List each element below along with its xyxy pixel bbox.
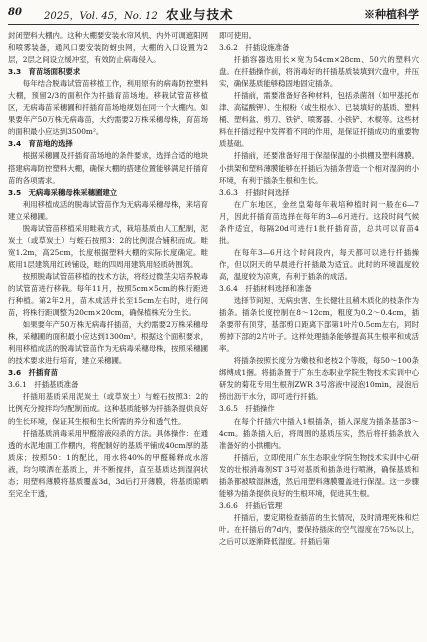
- volume-info: 2025，Vol. 45，No. 12: [44, 11, 158, 22]
- page-number: 80: [8, 7, 22, 18]
- subsection-heading: 3.6.1 扦插基质准备: [8, 380, 79, 390]
- paragraph: 如果要年产50万株无病毒扦插苗，大约需要2万株采穗母株，采穗圃的面积最小应达到1300m²。根据这个面积要求，利用移植成活的脱毒试管苗作为无病毒采穗母株，按照采穗圃的技术要求进行培育，建立采穗圃。: [8, 320, 208, 366]
- paragraph: 选择节间短、无病虫害、生长健壮且稍木质化的枝条作为插条。插条长度控制在8～12cm，粗度为0.2～0.4cm，插条要带有顶芽，基部剪口距离下部第1叶片0.5cm左右，同时剪掉下部的2片叶子。这样处理插条能够提高其生根率和成活率。: [219, 296, 419, 354]
- left-column: [8, 30, 208, 500]
- subsection-heading: 3.6.2 扦插设施准备: [219, 43, 290, 53]
- paragraph: 扦插后，要定期检查插苗的生长情况，及时清理死株和烂叶。在扦插后的7d内，要保持插床的空气湿度在75%以上，之后可以逐渐降低湿度。扦插后第: [219, 512, 419, 546]
- subsection-heading: 3.6.3 扦插时间选择: [219, 187, 290, 197]
- paragraph: 在每年3—6月这个时间段内，每天都可以进行扦插操作，但以阴天的早晨进行扦插最为适宜。此时的环境温度较高，温度较为凉爽，有利于插条的成活。: [219, 247, 419, 281]
- section-label: ※种植科学: [364, 8, 419, 21]
- paragraph: 在每个扦插穴中插入1根插条，插入深度为插条基部3～4cm。插条插入后，将周围的基质压实，然后将扦插条放入准备好的小拱棚内。: [219, 416, 419, 450]
- subsection-heading: 3.6.5 扦插操作: [219, 404, 275, 414]
- paragraph: 即可使用。: [219, 31, 256, 40]
- paragraph: 封闭塑料大棚内。这种大棚要安装水帘风机、内外可调遮阳网和喷雾装备，通风口要安装防蚜虫网，大棚的入口设置为2层，2层之间设立缓冲室，有效防止病毒侵入。: [8, 31, 208, 65]
- section-heading: 3.3 育苗场面积要求: [8, 67, 81, 77]
- paragraph: 扦插容器选用长×宽为54cm×28cm、50穴的塑料穴盘。在扦插操作前，将消毒好的扦插基质装填到穴盘中，并压实，确保基质能够稳固地固定插条。: [219, 55, 419, 89]
- section-heading: 3.5 无病毒采穗母株采穗圃建立: [8, 187, 118, 197]
- paragraph: 脱毒试管苗移植采用畦栽方式，栽培基质由人工配制，泥炭土（或草炭土）与蛭石按照3：2的比例混合铺积而成。畦宽1.2m，高25cm，长度根据塑料大棚的实际长度确定。畦底用1层建筑用红砖铺设，畦的四周用建筑用轻质砖围筑。: [8, 223, 208, 269]
- journal-title: 农业与技术: [166, 7, 234, 22]
- paragraph: 扦插前，需要准备好各种材料，包括杀菌剂（如甲基托布津、高锰酸钾）、生根粉（或生根水）、已装填好的基质、塑料桶、塑料盆、剪刀、铁铲、喷雾器、小铁铲、木棍等。这些材料在扦插过程中发挥着不同的作用，是保证扦插成功的重要物质基础。: [219, 91, 419, 149]
- subsection-heading: 3.6.6 扦插后管理: [219, 500, 283, 510]
- paragraph: 扦插后，立即使用广东生态职业学院生物技术实训中心研发的壮根消毒剂ST 3号对基质和插条进行喷淋，确保基质和插条都被喷湿淋透，然后用塑料薄膜覆盖进行保湿。这一步骤能够为插条提供良好的生根环境，促进其生根。: [219, 452, 419, 498]
- paragraph: 根据采穗圃及扦插育苗场地的条件要求，选择合适的地块搭建病毒防控塑料大棚，确保大棚的搭建位置能够满足扦插育苗的各项需求。: [8, 151, 208, 185]
- paragraph: 在广东地区，金丝皇菊每年栽培种植时间一般在6—7月，因此扦插育苗选择在每年的3—6月进行。这段时间气候条件适宜，每隔20d可进行1批扦插育苗，总共可以育苗4批。: [219, 199, 419, 245]
- paragraph: 利用移植成活的脱毒试管苗作为无病毒采穗母株，来培育建立采穗圃。: [8, 199, 208, 221]
- paragraph: 扦插用基质采用泥炭土（或草炭土）与蛭石按照3：2的比例充分搅拌均匀配制而成。这种基质能够为扦插条提供良好的生长环境，保证其生根和生长所需的养分和透气性。: [8, 392, 208, 426]
- paragraph: 扦插基质消毒采用甲醛溶液闷杀的方法。具体操作：在通透的水泥地面工作棚内，将配制好的基质平铺成40cm厚的基质床；按照50：1的配比，用水将40%的甲醛稀释成水溶液，均匀喷洒在基质上，并不断搅拌，直至基质达到湿润状态；用塑料薄膜将基质覆盖3d，3d后打开薄膜，将基质晾晒至完全干透，: [8, 428, 208, 498]
- section-heading: 3.6 扦插育苗: [8, 368, 59, 378]
- paragraph: 每年结合脱毒试管苗移植工作，利用原有的病毒防控塑料大棚，预留2/3的面积作为扦插育苗场地。移栽试管苗移植区，无病毒苗采穗圃和扦插育苗场地规划在同一个大棚内。如果要年产50万株无病毒苗，大约需要2万株采穗母株，育苗场的面积最小应达到3500m²。: [8, 79, 208, 137]
- section-heading: 3.4 育苗地的选择: [8, 139, 73, 149]
- paragraph: 按照脱毒试管苗移植的技术方法，将经过微茎尖培养脱毒的试管苗进行移栽。每年11月，按照5cm×5cm的株行距进行种植。第2年2月，苗木成活并长至15cm左右时，进行间苗，将株行距调整为20cm×20cm，确保植株充分生长。: [8, 271, 208, 318]
- paragraph: 扦插前，还要准备好用于保湿保温的小拱棚及塑料薄膜。小拱架和塑料薄膜能够在扦插后为插条营造一个相对湿润的小环境，有利于插条生根和生长。: [219, 151, 419, 185]
- paragraph: 将插条按照长度分为嫩枝和老枝2个等级，每50～100条绑缚成1捆。将插条置于广东生态职业学院生物技术实训中心研发的菊花专用生根剂ZWR 3号溶液中浸泡10min，浸泡后捞出沥干水分，即可进行扦插。: [219, 356, 419, 402]
- right-column: [219, 30, 419, 548]
- subsection-heading: 3.6.4 扦插材料选择和准备: [219, 283, 312, 293]
- page-header: [8, 4, 419, 25]
